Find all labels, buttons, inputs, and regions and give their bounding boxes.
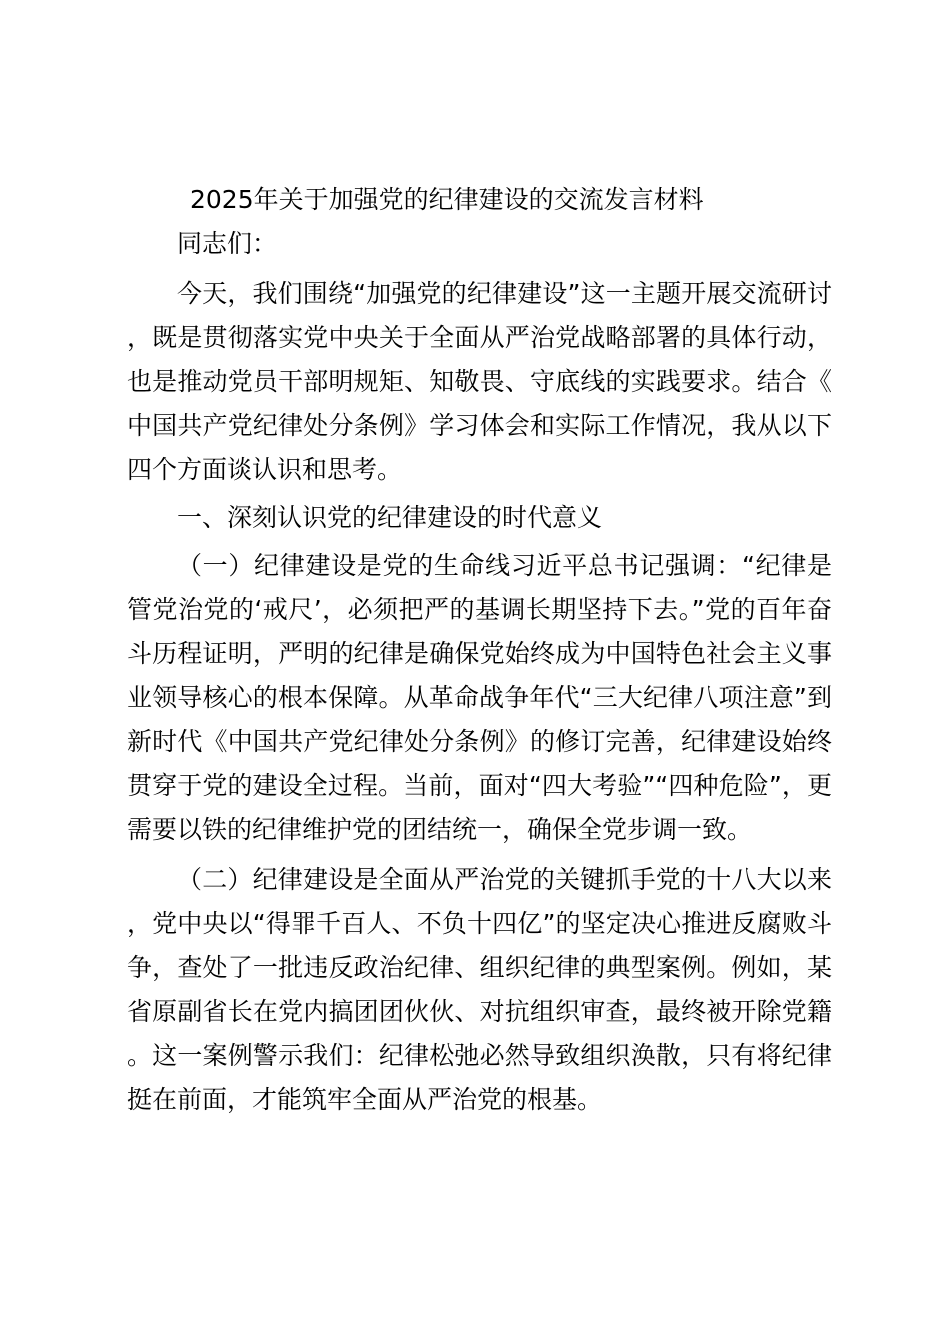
salutation: 同志们： — [177, 229, 278, 258]
document-body — [127, 178, 832, 1122]
section-heading-1: 一、深刻认识党的纪律建设的时代意义 — [177, 503, 603, 532]
document-title: 2025年关于加强党的纪律建设的交流发言材料 — [190, 185, 704, 214]
paragraph-1: （一）纪律建设是党的生命线习近平总书记强调：“纪律是管党治党的‘戒尺’，必须把严的基调长期坚持下去。”党的百年奋斗历程证明，严明的纪律是确保党始终成为中国特色社会主义事业领导核心的根本保障。从革命战争年代“三大纪律八项注意”到新时代《中国共产党纪律处分条例》的修订完善，纪律建设始终贯穿于党的建设全过程。当前，面对“四大考验”“四种危险”，更需要以铁的纪律维护党的团结统一，确保全党步调一致。 — [127, 551, 832, 844]
intro-paragraph: 今天，我们围绕“加强党的纪律建设”这一主题开展交流研讨，既是贯彻落实党中央关于全面从严治党战略部署的具体行动，也是推动党员干部明规矩、知敬畏、守底线的实践要求。结合《中国共产党纪律处分条例》学习体会和实际工作情况，我从以下四个方面谈认识和思考。 — [127, 279, 832, 484]
paragraph-2: （二）纪律建设是全面从严治党的关键抓手党的十八大以来，党中央以“得罪千百人、不负十四亿”的坚定决心推进反腐败斗争，查处了一批违反政治纪律、组织纪律的典型案例。例如，某省原副省长在党内搞团团伙伙、对抗组织审查，最终被开除党籍。这一案例警示我们：纪律松弛必然导致组织涣散，只有将纪律挺在前面，才能筑牢全面从严治党的根基。 — [127, 865, 832, 1114]
